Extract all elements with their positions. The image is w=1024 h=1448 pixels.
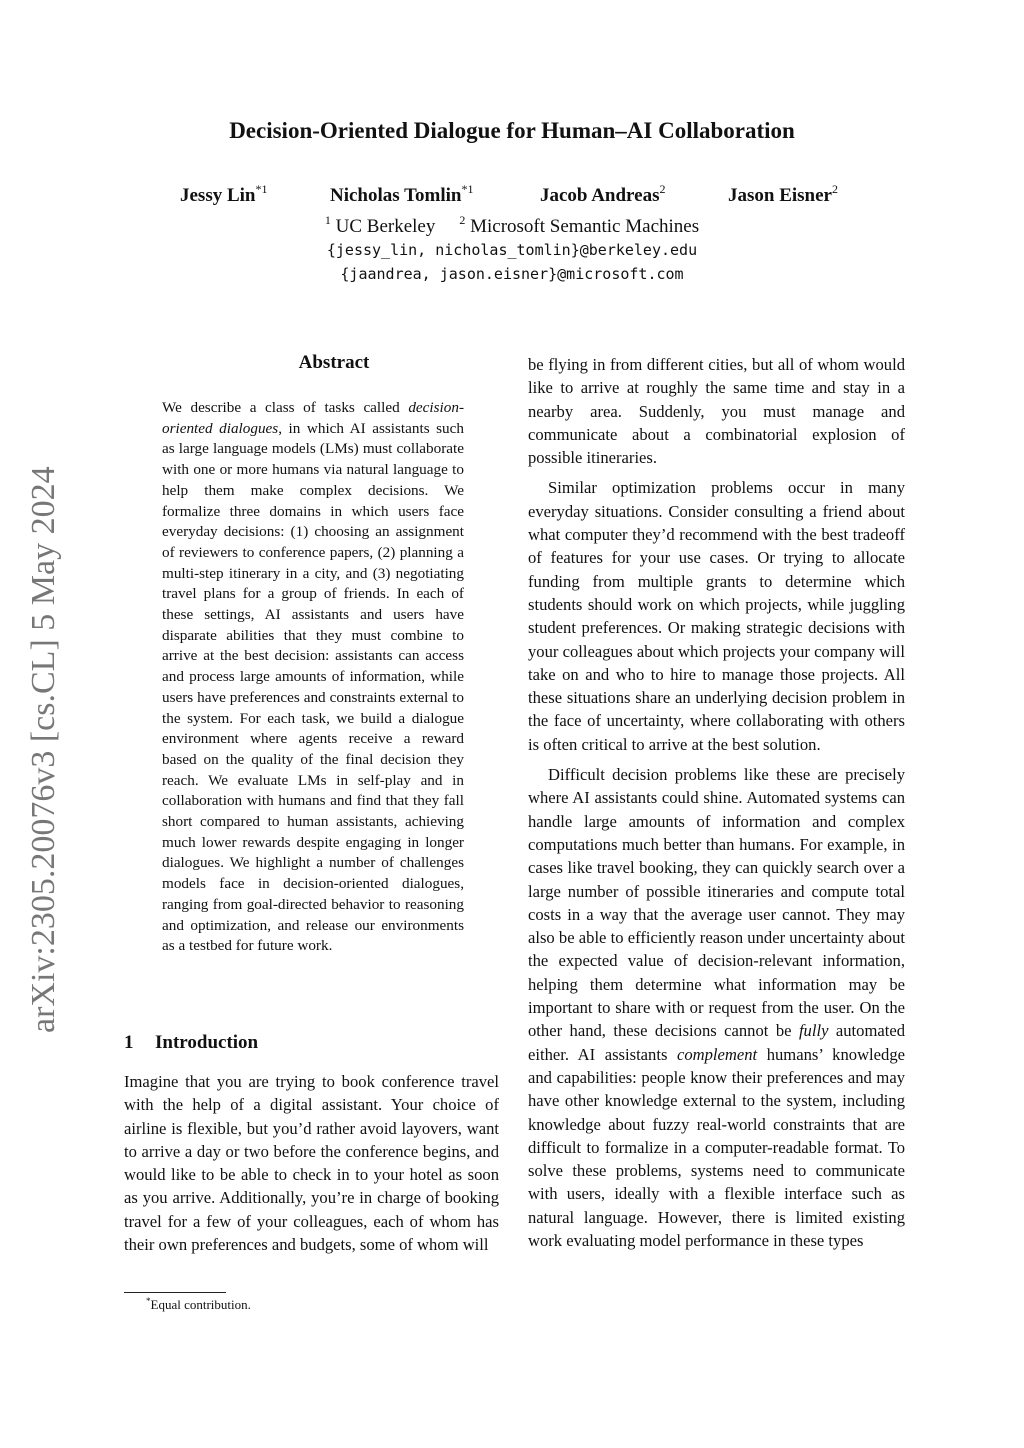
author-jason-eisner [728,182,838,207]
abstract-lead: We describe a class of tasks called [162,399,409,416]
author-mark: *1 [255,182,268,196]
author-name: Jacob Andreas [540,185,660,206]
affiliation-uc-berkeley: UC Berkeley [335,216,436,237]
abstract-heading: Abstract [298,352,370,373]
footnote [146,1296,251,1313]
p3-emphasis-complement: complement [676,1044,758,1064]
paper-title: Decision-Oriented Dialogue for Human–AI Collaboration [229,118,795,143]
p3-text-a: Difficult decision problems like these are precisely where AI assistants could shine. Automated systems can handle large amounts of information and complex computations much better than humans. For example, in cases like travel booking, they can quickly search over a large number of possible itineraries and compute total costs in a way that the average user cannot. They may also be able to efficiently reason under uncertainty about the expected value of decision-relevant information, helping them determine what information may be important to share with or request from the user. On the other hand, these decisions cannot be [528,765,905,1041]
p3-text-b: automated either. AI assistants [528,1021,905,1064]
p3-text-c: humans’ knowledge and capabilities: people know their preferences and may have other knowledge external to the system, including knowledge about fuzzy real-world constraints that are difficult to formalize in a computer-readable format. To solve these problems, systems need to communicate with users, ideally with a flexible interface such as natural language. However, there is limited existing work evaluating model performance in these types [528,1044,905,1250]
p3-emphasis-fully: fully [798,1021,829,1041]
intro-paragraph-2: Similar optimization problems occur in many everyday situations. Consider consulting a friend about what computer they’d recommend with the best tradeoff of features for your use cases. Or trying to allocate funding from multiple grants to determine which students should work on which projects, while juggling student preferences. Or making strategic decisions with your colleagues about which projects your company will take on and who to hire to manage those projects. All these situations share an underlying decision problem in the face of uncertainty, where collaborating with others is often critical to arrive at the best solution. [528,478,905,754]
intro-paragraph-1-part-b: be flying in from different cities, but all of whom would like to arrive at roughly the same time and stay in a nearby area. Suddenly, you must manage and communicate about a combinatorial explosion of possible itineraries. [528,355,905,468]
abstract-text [162,398,464,957]
affiliations [0,213,1024,238]
section-heading-introduction [124,1032,258,1054]
abstract-body: , in which AI assistants such as large language models (LMs) must collaborate with one or more humans via natural language to help them make complex decisions. We formalize three domains in which users face everyday decisions: (1) choosing an assignment of reviewers to conference papers, (2) planning a multi-step itinerary in a city, and (3) negotiating travel plans for a group of friends. In each of these settings, AI assistants and users have disparate abilities that they must combine to arrive at the best decision: assistants can access and process large amounts of information, while users have preferences and constraints external to the system. For each task, we build a dialogue environment where agents receive a reward based on the quality of the final decision they reach. We evaluate LMs in self-play and in collaboration with humans and find that they fall short compared to human assistants, achieving much lower rewards despite engaging in longer dialogues. We highlight a number of challenges models face in decision-oriented dialogues, ranging from goal-directed behavior to reasoning and optimization, and release our environments as a testbed for future work. [162,419,464,955]
intro-paragraph-3 [528,763,905,1252]
footnote-mark: * [146,1296,151,1306]
author-nicholas-tomlin [330,182,473,207]
author-list [0,182,1024,212]
abstract-term: decision-oriented dialogues [162,399,464,437]
section-number: 1 [124,1032,134,1053]
intro-paragraph-1-part-a: Imagine that you are trying to book conference travel with the help of a digital assistant. Your choice of airline is flexible, but you’d rather avoid layovers, want to arrive a day or two before the conference begins, and would like to be able to check in to your hotel as soon as you arrive. Additionally, you’re in charge of booking travel for a few of your colleagues, each of whom has their own preferences and budgets, some of whom will [124,1072,499,1255]
author-name: Jason Eisner [728,185,832,206]
author-jacob-andreas [540,182,665,207]
author-jessy-lin [180,182,268,207]
email-microsoft: {jaandrea, jason.eisner}@microsoft.com [340,265,684,283]
author-mark: 2 [659,182,666,196]
affiliation-mark: 2 [459,213,466,227]
email-berkeley: {jessy_lin, nicholas_tomlin}@berkeley.edu [326,241,698,259]
arxiv-identifier: arXiv:2305.20076v3 [cs.CL] 5 May 2024 [25,466,62,1034]
author-mark: *1 [461,182,474,196]
affiliation-microsoft: Microsoft Semantic Machines [470,216,700,237]
footnote-text: Equal contribution. [150,1297,251,1312]
author-name: Jessy Lin [180,185,256,206]
affiliation-mark: 1 [324,213,331,227]
footnote-rule [124,1292,226,1293]
author-name: Nicholas Tomlin [330,185,462,206]
author-mark: 2 [832,182,838,196]
section-title: Introduction [155,1032,259,1053]
right-column [528,353,905,1252]
